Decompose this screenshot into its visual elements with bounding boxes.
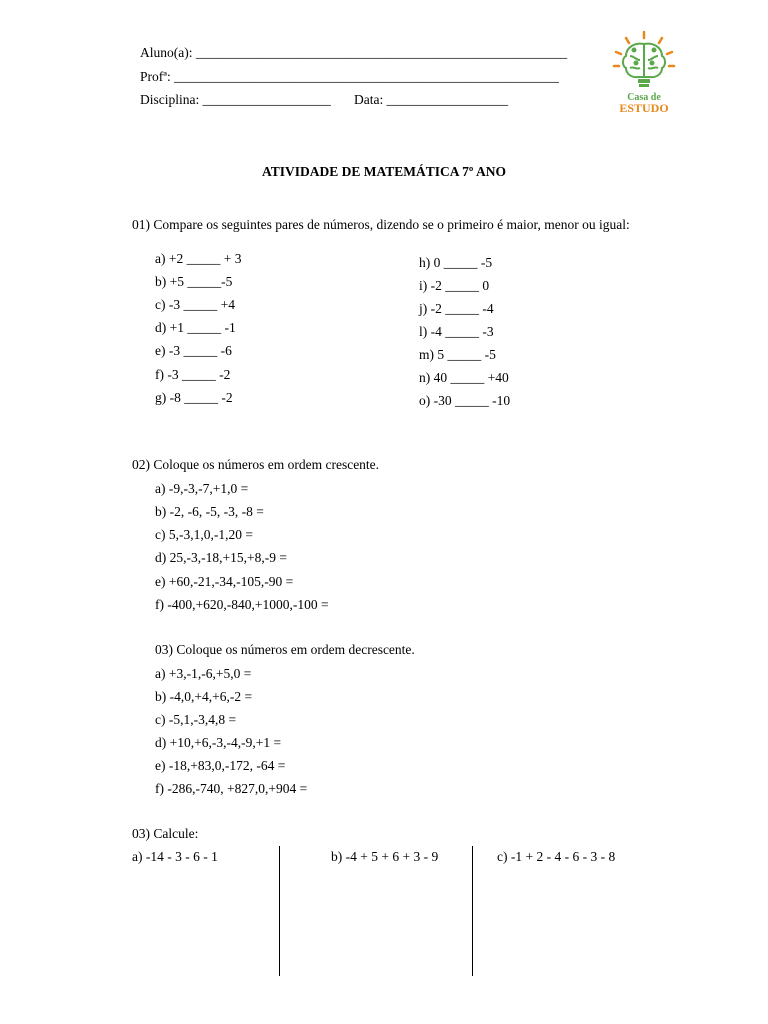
q1-item-f: f) -3 _____ -2 [155, 367, 231, 382]
q1-item-c: c) -3 _____ +4 [155, 297, 235, 312]
q2-item-b: b) -2, -6, -5, -3, -8 = [155, 504, 264, 519]
brain-lightbulb-icon [608, 30, 680, 116]
q3-item-e: e) -18,+83,0,-172, -64 = [155, 758, 286, 773]
question-3-prompt: 03) Coloque os números em ordem decrescente. [155, 642, 415, 657]
page-title: ATIVIDADE DE MATEMÁTICA 7º ANO [262, 164, 506, 179]
q3-item-b: b) -4,0,+4,+6,-2 = [155, 689, 253, 704]
q2-item-f: f) -400,+620,-840,+1000,-100 = [155, 597, 329, 612]
casa-de-estudo-logo [608, 30, 680, 116]
q2-item-d: d) 25,-3,-18,+15,+8,-9 = [155, 550, 287, 565]
q1-item-b: b) +5 _____-5 [155, 274, 233, 289]
q1-item-o: o) -30 _____ -10 [419, 393, 511, 408]
q3-item-f: f) -286,-740, +827,0,+904 = [155, 781, 308, 796]
q4-item-a: a) -14 - 3 - 6 - 1 [132, 849, 218, 864]
logo-text-top: Casa de [627, 92, 661, 103]
data-field: Data: __________________ [354, 92, 509, 107]
question-4-prompt: 03) Calcule: [132, 826, 199, 841]
q1-item-g: g) -8 _____ -2 [155, 390, 233, 405]
q1-item-e: e) -3 _____ -6 [155, 343, 232, 358]
q3-item-d: d) +10,+6,-3,-4,-9,+1 = [155, 735, 282, 750]
q1-item-d: d) +1 _____ -1 [155, 320, 236, 335]
prof-field: Profª: _________________________________________________________ [140, 69, 559, 84]
q1-item-l: l) -4 _____ -3 [419, 324, 494, 339]
q1-item-a: a) +2 _____ + 3 [155, 251, 242, 266]
q1-item-i: i) -2 _____ 0 [419, 278, 490, 293]
q1-item-m: m) 5 _____ -5 [419, 347, 496, 362]
q1-item-j: j) -2 _____ -4 [419, 301, 494, 316]
q3-item-a: a) +3,-1,-6,+5,0 = [155, 666, 252, 681]
q4-item-c: c) -1 + 2 - 4 - 6 - 3 - 8 [497, 849, 616, 864]
q2-item-a: a) -9,-3,-7,+1,0 = [155, 481, 249, 496]
question-2-prompt: 02) Coloque os números em ordem crescente. [132, 457, 380, 472]
q3-item-c: c) -5,1,-3,4,8 = [155, 712, 237, 727]
q2-item-e: e) +60,-21,-34,-105,-90 = [155, 574, 294, 589]
logo-text-bottom: ESTUDO [619, 101, 669, 115]
disciplina-field: Disciplina: ___________________ [140, 92, 331, 107]
aluno-field: Aluno(a): _______________________________________________________ [140, 45, 568, 60]
column-divider-1 [279, 846, 280, 976]
column-divider-2 [472, 846, 473, 976]
q1-item-n: n) 40 _____ +40 [419, 370, 509, 385]
q2-item-c: c) 5,-3,1,0,-1,20 = [155, 527, 253, 542]
question-1-prompt: 01) Compare os seguintes pares de números, dizendo se o primeiro é maior, menor ou igual: [132, 217, 630, 232]
q1-item-h: h) 0 _____ -5 [419, 255, 493, 270]
q4-item-b: b) -4 + 5 + 6 + 3 - 9 [331, 849, 439, 864]
